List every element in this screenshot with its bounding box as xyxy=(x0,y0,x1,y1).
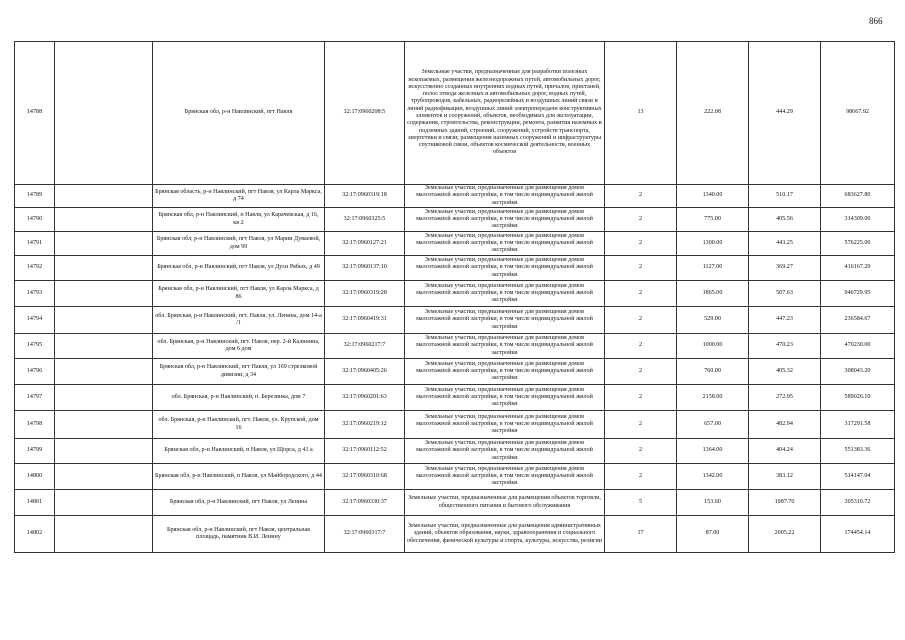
row-cadastral-value: 305310.72 xyxy=(821,490,895,516)
row-cadastral-value: 317291.58 xyxy=(821,411,895,439)
row-land-use: Земельные участки, предназначенные для размещения домов малоэтажной жилой застройки, в том числе индивидуальной жилой застройки xyxy=(405,439,605,464)
row-cadastral-value: 470230.00 xyxy=(821,334,895,359)
row-id: 14800 xyxy=(15,464,55,490)
row-area: 1364.00 xyxy=(677,439,749,464)
row-category-code: 2 xyxy=(605,439,677,464)
row-land-use: Земельные участки, предназначенные для размещения домов малоэтажной жилой застройки, в том числе индивидуальной жилой застройки xyxy=(405,464,605,490)
row-address: Брянская обл, р-н Навлинский, пгт Навля, ул Марии Дуваевой, дом 99 xyxy=(153,232,325,256)
row-area: 1340.00 xyxy=(677,185,749,208)
row-land-use: Земельные участки, предназначенные для размещения административных зданий, объектов образования, науки, здравоохранения и социального обеспечения, физической культуры и спорта, культуры, искусства, религии xyxy=(405,516,605,553)
row-specific-value: 447.23 xyxy=(749,307,821,334)
row-specific-value: 369.27 xyxy=(749,256,821,281)
table-row xyxy=(15,490,895,516)
row-id: 14791 xyxy=(15,232,55,256)
table-row xyxy=(15,256,895,281)
row-category-code: 2 xyxy=(605,307,677,334)
row-address: обл. Брянская, р-н Навлинский, п. Березинка, дом 7 xyxy=(153,385,325,411)
row-cadastral-value: 589026.10 xyxy=(821,385,895,411)
row-cadastral-number: 32:17:0960325:5 xyxy=(325,208,405,232)
row-spacer xyxy=(55,334,153,359)
row-id: 14799 xyxy=(15,439,55,464)
row-cadastral-number: 32:17:0960217:7 xyxy=(325,334,405,359)
row-area: 775.00 xyxy=(677,208,749,232)
row-address: обл. Брянская, р-н Навлинский, пгт. Навля, пер. 2-й Калинина, дом 6 дом xyxy=(153,334,325,359)
row-id: 14797 xyxy=(15,385,55,411)
row-spacer xyxy=(55,385,153,411)
table-row xyxy=(15,385,895,411)
row-spacer xyxy=(55,185,153,208)
table-row xyxy=(15,359,895,385)
table-row xyxy=(15,307,895,334)
row-cadastral-number: 32:17:0960419:31 xyxy=(325,307,405,334)
row-area: 529.00 xyxy=(677,307,749,334)
row-cadastral-number: 32:17:0960317:7 xyxy=(325,516,405,553)
row-id: 14790 xyxy=(15,208,55,232)
row-cadastral-value: 314309.00 xyxy=(821,208,895,232)
row-land-use: Земельные участки, предназначенные для размещения домов малоэтажной жилой застройки, в том числе индивидуальной жилой застройки xyxy=(405,185,605,208)
row-specific-value: 1987.70 xyxy=(749,490,821,516)
row-area: 1127.00 xyxy=(677,256,749,281)
row-land-use: Земельные участки, предназначенные для размещения домов малоэтажной жилой застройки, в том числе индивидуальной жилой застройки xyxy=(405,208,605,232)
row-specific-value: 444.29 xyxy=(749,42,821,185)
row-spacer xyxy=(55,256,153,281)
row-cadastral-number: 32:17:0960319:28 xyxy=(325,281,405,307)
row-land-use: Земельные участки, предназначенные для размещения домов малоэтажной жилой застройки, в том числе индивидуальной жилой застройки xyxy=(405,232,605,256)
row-cadastral-value: 551383.36 xyxy=(821,439,895,464)
row-address: Брянская область, р-н Навлинский, пгт Навля, ул Карла Маркса, д 74 xyxy=(153,185,325,208)
row-specific-value: 482.94 xyxy=(749,411,821,439)
row-spacer xyxy=(55,464,153,490)
row-area: 657.00 xyxy=(677,411,749,439)
row-id: 14796 xyxy=(15,359,55,385)
table-row xyxy=(15,411,895,439)
row-cadastral-number: 32:17:0960405:26 xyxy=(325,359,405,385)
row-specific-value: 443.25 xyxy=(749,232,821,256)
row-cadastral-value: 308043.20 xyxy=(821,359,895,385)
row-address: обл. Брянская, р-н Навлинский, пгт. Навля, ул. Ленина, дом 14-а /1 xyxy=(153,307,325,334)
row-spacer xyxy=(55,42,153,185)
row-land-use: Земельные участки, предназначенные для размещения домов малоэтажной жилой застройки, в том числе индивидуальной жилой застройки xyxy=(405,411,605,439)
row-cadastral-number: 32:17:0960127:21 xyxy=(325,232,405,256)
row-id: 14792 xyxy=(15,256,55,281)
table-row xyxy=(15,208,895,232)
row-land-use: Земельные участки, предназначенные для размещения домов малоэтажной жилой застройки, в том числе индивидуальной жилой застройки xyxy=(405,334,605,359)
row-address: Брянская обл, р-н Навлинский, пгт Навля, ул 169 стрелковой дивизии, д 34 xyxy=(153,359,325,385)
row-cadastral-number: 32:17:0960112:52 xyxy=(325,439,405,464)
row-specific-value: 404.24 xyxy=(749,439,821,464)
row-specific-value: 507.63 xyxy=(749,281,821,307)
table-row xyxy=(15,464,895,490)
row-specific-value: 2005.22 xyxy=(749,516,821,553)
row-land-use: Земельные участки, предназначенные для размещения домов малоэтажной жилой застройки, в том числе индивидуальной жилой застройки xyxy=(405,307,605,334)
row-cadastral-value: 416167.29 xyxy=(821,256,895,281)
row-land-use: Земельные участки, предназначенные для размещения домов малоэтажной жилой застройки, в том числе индивидуальной жилой застройки xyxy=(405,385,605,411)
row-land-use: Земельные участки, предназначенные для размещения домов малоэтажной жилой застройки, в том числе индивидуальной жилой застройки xyxy=(405,256,605,281)
row-address: Брянская обл, р-н Навлинский, п Навля, ул Щорса, д 41 а xyxy=(153,439,325,464)
row-address: Брянская обл, р-н Навлинский, пгт Навля, центральная площадь, памятник В.И. Ленину xyxy=(153,516,325,553)
row-category-code: 2 xyxy=(605,185,677,208)
row-spacer xyxy=(55,439,153,464)
row-cadastral-number: 32:17:0960330:37 xyxy=(325,490,405,516)
row-category-code: 2 xyxy=(605,385,677,411)
row-specific-value: 470.23 xyxy=(749,334,821,359)
row-spacer xyxy=(55,208,153,232)
row-spacer xyxy=(55,490,153,516)
row-address: Брянская обл, р-н Навлинский, пгт Навля, ул Карла Маркса, д 86 xyxy=(153,281,325,307)
row-id: 14793 xyxy=(15,281,55,307)
row-land-use: Земельные участки, предназначенные для размещения объектов торговли, общественного питания и бытового обслуживания xyxy=(405,490,605,516)
table-row xyxy=(15,334,895,359)
row-category-code: 2 xyxy=(605,411,677,439)
row-category-code: 2 xyxy=(605,334,677,359)
row-cadastral-value: 683627.80 xyxy=(821,185,895,208)
row-specific-value: 405.56 xyxy=(749,208,821,232)
row-specific-value: 405.32 xyxy=(749,359,821,385)
row-address: Брянская обл, р-н Навлинский, п Навля, ул Майбородского, д 44 xyxy=(153,464,325,490)
row-spacer xyxy=(55,359,153,385)
row-category-code: 2 xyxy=(605,208,677,232)
row-cadastral-value: 576225.00 xyxy=(821,232,895,256)
row-area: 87.00 xyxy=(677,516,749,553)
row-spacer xyxy=(55,281,153,307)
row-category-code: 13 xyxy=(605,42,677,185)
table-row xyxy=(15,439,895,464)
row-specific-value: 383.12 xyxy=(749,464,821,490)
row-category-code: 2 xyxy=(605,232,677,256)
row-land-use: Земельные участки, предназначенные для размещения домов малоэтажной жилой застройки, в том числе индивидуальной жилой застройки xyxy=(405,281,605,307)
row-area: 1000.00 xyxy=(677,334,749,359)
row-category-code: 17 xyxy=(605,516,677,553)
row-category-code: 2 xyxy=(605,281,677,307)
row-id: 14789 xyxy=(15,185,55,208)
row-cadastral-number: 32:17:0960208:5 xyxy=(325,42,405,185)
row-area: 1300.00 xyxy=(677,232,749,256)
row-cadastral-number: 32:17:0960219:12 xyxy=(325,411,405,439)
row-specific-value: 272.95 xyxy=(749,385,821,411)
row-cadastral-value: 514147.04 xyxy=(821,464,895,490)
table-body xyxy=(15,42,895,553)
row-area: 153.60 xyxy=(677,490,749,516)
row-area: 2158.00 xyxy=(677,385,749,411)
row-spacer xyxy=(55,307,153,334)
row-address: Брянская обл, р-н Навлинский, п Навля, ул Карачевская, д 16, кв 2 xyxy=(153,208,325,232)
row-cadastral-number: 32:17:0960201:63 xyxy=(325,385,405,411)
row-id: 14788 xyxy=(15,42,55,185)
row-cadastral-number: 32:17:0960310:68 xyxy=(325,464,405,490)
row-address: Брянская обл, р-н Навлинский, пгт Навля, ул Дуси Рябых, д 49 xyxy=(153,256,325,281)
land-registry-table xyxy=(14,41,895,553)
row-category-code: 5 xyxy=(605,490,677,516)
row-category-code: 2 xyxy=(605,256,677,281)
table-row xyxy=(15,281,895,307)
row-cadastral-number: 32:17:0960319:18 xyxy=(325,185,405,208)
table-row xyxy=(15,516,895,553)
row-cadastral-number: 32:17:0960137:10 xyxy=(325,256,405,281)
row-spacer xyxy=(55,516,153,553)
row-id: 14802 xyxy=(15,516,55,553)
row-cadastral-value: 174454.14 xyxy=(821,516,895,553)
row-area: 222.08 xyxy=(677,42,749,185)
page-number: 866 xyxy=(869,16,883,26)
row-category-code: 2 xyxy=(605,464,677,490)
row-category-code: 2 xyxy=(605,359,677,385)
row-address: Брянская обл, р-н Навлинский, пгт Навля xyxy=(153,42,325,185)
row-id: 14794 xyxy=(15,307,55,334)
row-spacer xyxy=(55,232,153,256)
row-id: 14801 xyxy=(15,490,55,516)
row-address: обл. Брянская, р-н Навлинский, пгт. Навля, ул. Крупской, дом 16 xyxy=(153,411,325,439)
row-area: 760.00 xyxy=(677,359,749,385)
row-specific-value: 510.17 xyxy=(749,185,821,208)
row-id: 14798 xyxy=(15,411,55,439)
row-spacer xyxy=(55,411,153,439)
row-area: 1865.00 xyxy=(677,281,749,307)
row-cadastral-value: 946729.95 xyxy=(821,281,895,307)
row-land-use: Земельные участки, предназначенные для разработки полезных ископаемых, размещения железнодорожных путей, автомобильных дорог, искусственно созданных внутренних водных путей, причалов, пристаней, полос отвода железных и автомобильных дорог, водных путей, трубопроводов, кабельных, радиорелейных и воздушных линий связи и линий радиофикации, воздушных линий электропередачи конструктивных элементов и сооружений, объектов, необходимых для эксплуатации, содержания, строительства, реконструкции, ремонта, развития наземных и подземных зданий, строений, сооружений, устройств транспорта, энергетики и связи; размещения наземных сооружений и инфраструктуры спутниковой связи, объектов космической деятельности, военных объектов xyxy=(405,42,605,185)
row-id: 14795 xyxy=(15,334,55,359)
row-land-use: Земельные участки, предназначенные для размещения домов малоэтажной жилой застройки, в том числе индивидуальной жилой застройки xyxy=(405,359,605,385)
row-address: Брянская обл, р-н Навлинский, пгт Навля, ул Ленина xyxy=(153,490,325,516)
table-row xyxy=(15,185,895,208)
table-row xyxy=(15,232,895,256)
row-area: 1342.00 xyxy=(677,464,749,490)
row-cadastral-value: 98667.92 xyxy=(821,42,895,185)
table-row xyxy=(15,42,895,185)
row-cadastral-value: 236584.67 xyxy=(821,307,895,334)
